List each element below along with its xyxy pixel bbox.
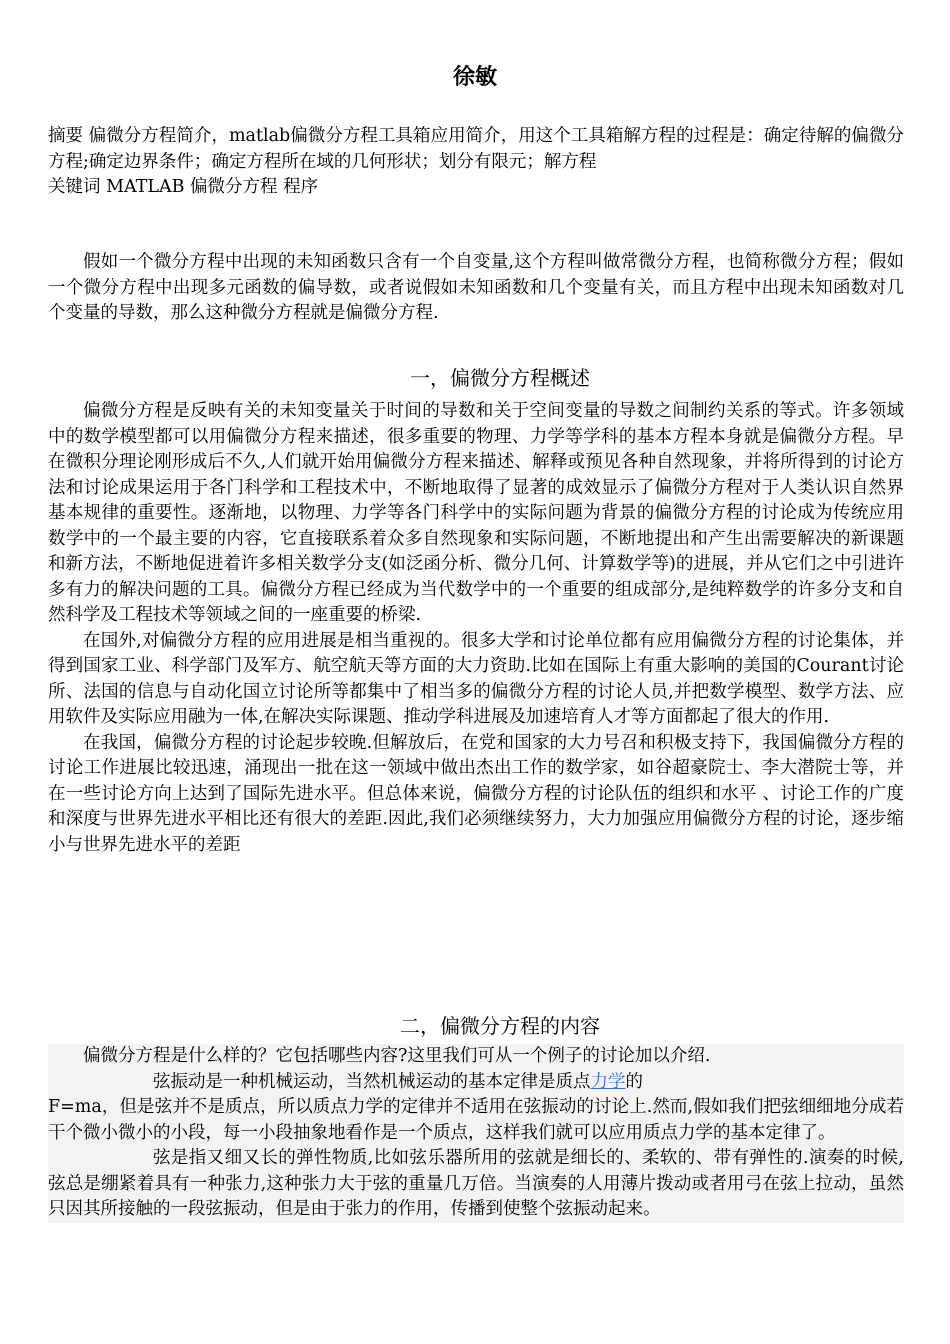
keywords-text: 关键词 MATLAB 偏微分方程 程序 — [48, 177, 319, 197]
section2-paragraph-1: 偏微分方程是什么样的？它包括哪些内容?这里我们可从一个例子的讨论加以介绍. — [83, 1046, 711, 1066]
section1-body — [48, 399, 904, 858]
intro-block — [48, 250, 904, 327]
abstract-block — [48, 124, 904, 201]
mechanics-link[interactable]: 力学 — [590, 1071, 626, 1092]
section2-paragraph-2-continued: F=ma，但是弦并不是质点，所以质点力学的定律并不适用在弦振动的讨论上.然而,假如我们把弦细细地分成若干个微小微小的小段，每一小段抽象地看作是一个质点，这样我们就可以应用质点力学的基本定律了。 — [48, 1097, 904, 1143]
intro-paragraph: 假如一个微分方程中出现的未知函数只含有一个自变量,这个方程叫做常微分方程，也简称微分方程；假如一个微分方程中出现多元函数的偏导数，或者说假如未知函数和几个变量有关，而且方程中出现未知函数对几个变量的导数，那么这种微分方程就是偏微分方程. — [48, 252, 904, 323]
section1-heading: 一，偏微分方程概述 — [410, 366, 590, 390]
section2-heading: 二，偏微分方程的内容 — [400, 1014, 600, 1038]
section2-paragraph-2-start: 弦振动是一种机械运动，当然机械运动的基本定律是质点 — [153, 1071, 591, 1092]
section1-paragraph-3: 在我国，偏微分方程的讨论起步较晚.但解放后，在党和国家的大力号召和积极支持下，我国偏微分方程的讨论工作进展比较迅速，涌现出一批在这一领域中做出杰出工作的数学家，如谷超豪院士、李大潜院士等，并在一些讨论方向上达到了国际先进水平。但总体来说，偏微分方程的讨论队伍的组织和水平 、讨论工作的广度和深度与世界先进水平相比还有很大的差距.因此,我们必须继续努力，大力加强应用偏微分方程的讨论，逐步缩小与世界先进水平的差距 — [48, 732, 904, 855]
section2-paragraph-2 — [48, 1070, 904, 1096]
section1-paragraph-2: 在国外,对偏微分方程的应用进展是相当重视的。很多大学和讨论单位都有应用偏微分方程的讨论集体，并得到国家工业、科学部门及军方、航空航天等方面的大力资助.比如在国际上有重大影响的美国的Courant讨论所、法国的信息与自动化国立讨论所等都集中了相当多的偏微分方程的讨论人员,并把数学模型、数学方法、应用软件及实际应用融为一体,在解决实际课题、推动学科进展及加速培育人才等方面都起了很大的作用. — [48, 630, 904, 727]
page-title: 徐敏 — [452, 65, 497, 90]
section2-paragraph-3: 弦是指又细又长的弹性物质,比如弦乐器所用的弦就是细长的、柔软的、带有弹性的.演奏的时候,弦总是绷紧着具有一种张力,这种张力大于弦的重量几万倍。当演奏的人用薄片拨动或者用弓在弦上拉动，虽然只因其所接触的一段弦振动，但是由于张力的作用，传播到使整个弦振动起来。 — [48, 1148, 904, 1219]
section2-paragraph-2-de: 的 — [625, 1071, 643, 1092]
section2-body — [48, 1044, 904, 1223]
abstract-text: 摘要 偏微分方程简介，matlab偏微分方程工具箱应用简介，用这个工具箱解方程的过程是：确定待解的偏微分方程;确定边界条件；确定方程所在域的几何形状；划分有限元；解方程 — [48, 126, 904, 172]
section1-paragraph-1: 偏微分方程是反映有关的未知变量关于时间的导数和关于空间变量的导数之间制约关系的等式。许多领域中的数学模型都可以用偏微分方程来描述，很多重要的物理、力学等学科的基本方程本身就是偏微分方程。早在微积分理论刚形成后不久,人们就开始用偏微分方程来描述、解释或预见各种自然现象，并将所得到的讨论方法和讨论成果运用于各门科学和工程技术中，不断地取得了显著的成效显示了偏微分方程对于人类认识自然界基本规律的重要性。逐渐地，以物理、力学等各门科学中的实际问题为背景的偏微分方程的讨论成为传统应用数学中的一个最主要的内容，它直接联系着众多自然现象和实际问题，不断地提出和产生出需要解决的新课题和新方法，不断地促进着许多相关数学分支(如泛函分析、微分几何、计算数学等)的进展，并从它们之中引进许多有力的解决问题的工具。偏微分方程已经成为当代数学中的一个重要的组成部分,是纯粹数学的许多分支和自然科学及工程技术等领域之间的一座重要的桥梁. — [48, 401, 904, 625]
